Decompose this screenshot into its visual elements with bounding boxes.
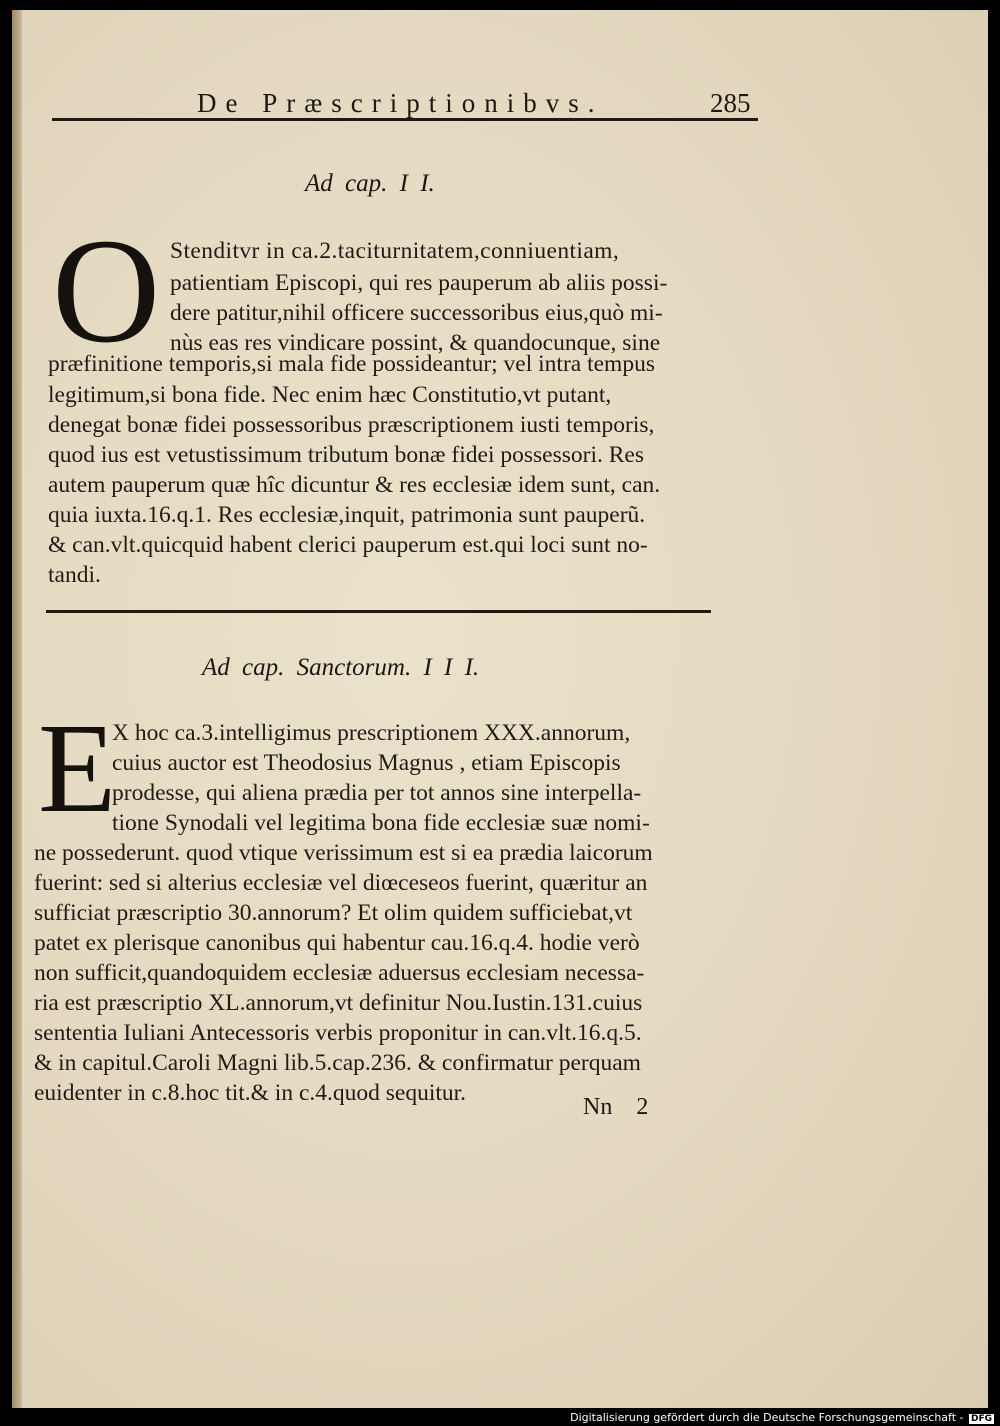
text-line: ria est præscriptio XL.annorum,vt definitur Nou.Iustin.131.cuius xyxy=(34,990,643,1016)
section-divider-rule xyxy=(46,610,711,613)
text-line: denegat bonæ fidei possessoribus præscriptionem iusti temporis, xyxy=(48,412,655,438)
dfg-logo-icon: DFG xyxy=(970,1414,992,1424)
text-line: nùs eas res vindicare possint, & quandocunque, sine xyxy=(170,330,661,356)
text-line: X hoc ca.3.intelligimus prescriptionem XXX.annorum, xyxy=(112,720,631,746)
text-line: & in capitul.Caroli Magni lib.5.cap.236. & confirmatur perquam xyxy=(34,1050,641,1076)
section-caption-1: Ad cap. I I. xyxy=(305,170,435,197)
text-line: euidenter in c.8.hoc tit.& in c.4.quod sequitur. xyxy=(34,1080,467,1106)
text-line: cuius auctor est Theodosius Magnus , etiam Episcopis xyxy=(112,750,621,776)
page-gutter xyxy=(12,10,22,1408)
signature-mark: Nn 2 xyxy=(583,1094,649,1120)
header-rule xyxy=(52,118,758,121)
decorated-initial-e: E xyxy=(38,697,117,839)
text-line: dere patitur,nihil officere successoribus eius,quò mi- xyxy=(170,300,663,326)
text-line: prodesse, qui aliena prædia per tot annos sine interpella- xyxy=(112,780,642,806)
text-line: quod ius est vetustissimum tributum bonæ fidei possessori. Res xyxy=(48,442,644,468)
credit-text: Digitalisierung gefördert durch die Deutsche Forschungsgemeinschaft - xyxy=(570,1411,964,1424)
text-line: non sufficit,quandoquidem ecclesiæ aduersus ecclesiam necessa- xyxy=(34,960,645,986)
text-line: patientiam Episcopi, qui res pauperum ab aliis possi- xyxy=(170,270,668,296)
text-line: tandi. xyxy=(48,562,101,588)
text-line: sententia Iuliani Antecessoris verbis proponitur in can.vlt.16.q.5. xyxy=(34,1020,642,1046)
text-line: ne possederunt. quod vtique verissimum est si ea prædia laicorum xyxy=(34,840,653,866)
text-line: sufficiat præscriptio 30.annorum? Et olim quidem sufficiebat,vt xyxy=(34,900,633,926)
page-number: 285 xyxy=(710,88,751,118)
text-line: fuerint: sed si alterius ecclesiæ vel diœceseos fuerint, quæritur an xyxy=(34,870,648,896)
text-line: præfinitione temporis,si mala fide possideantur; vel intra tempus xyxy=(48,351,655,377)
section-caption-2: Ad cap. Sanctorum. I I I. xyxy=(202,654,480,681)
text-line: quia iuxta.16.q.1. Res ecclesiæ,inquit, patrimonia sunt pauperũ. xyxy=(48,502,646,528)
text-line: tione Synodali vel legitima bona fide ecclesiæ suæ nomi- xyxy=(112,810,650,836)
text-line: & can.vlt.quicquid habent clerici pauperum est.qui loci sunt no- xyxy=(48,532,648,558)
text-line: autem pauperum quæ hîc dicuntur & res ecclesiæ idem sunt, can. xyxy=(48,472,661,498)
decorated-initial-o: O xyxy=(52,208,161,374)
digitization-credit xyxy=(570,1411,994,1424)
running-title: De Præscriptionibvs. xyxy=(197,88,604,118)
book-page xyxy=(12,10,988,1408)
text-line: patet ex plerisque canonibus qui habentur cau.16.q.4. hodie verò xyxy=(34,930,640,956)
text-line: Stenditvr in ca.2.taciturnitatem,conniuentiam, xyxy=(170,238,620,264)
text-line: legitimum,si bona fide. Nec enim hæc Constitutio,vt putant, xyxy=(48,382,612,408)
